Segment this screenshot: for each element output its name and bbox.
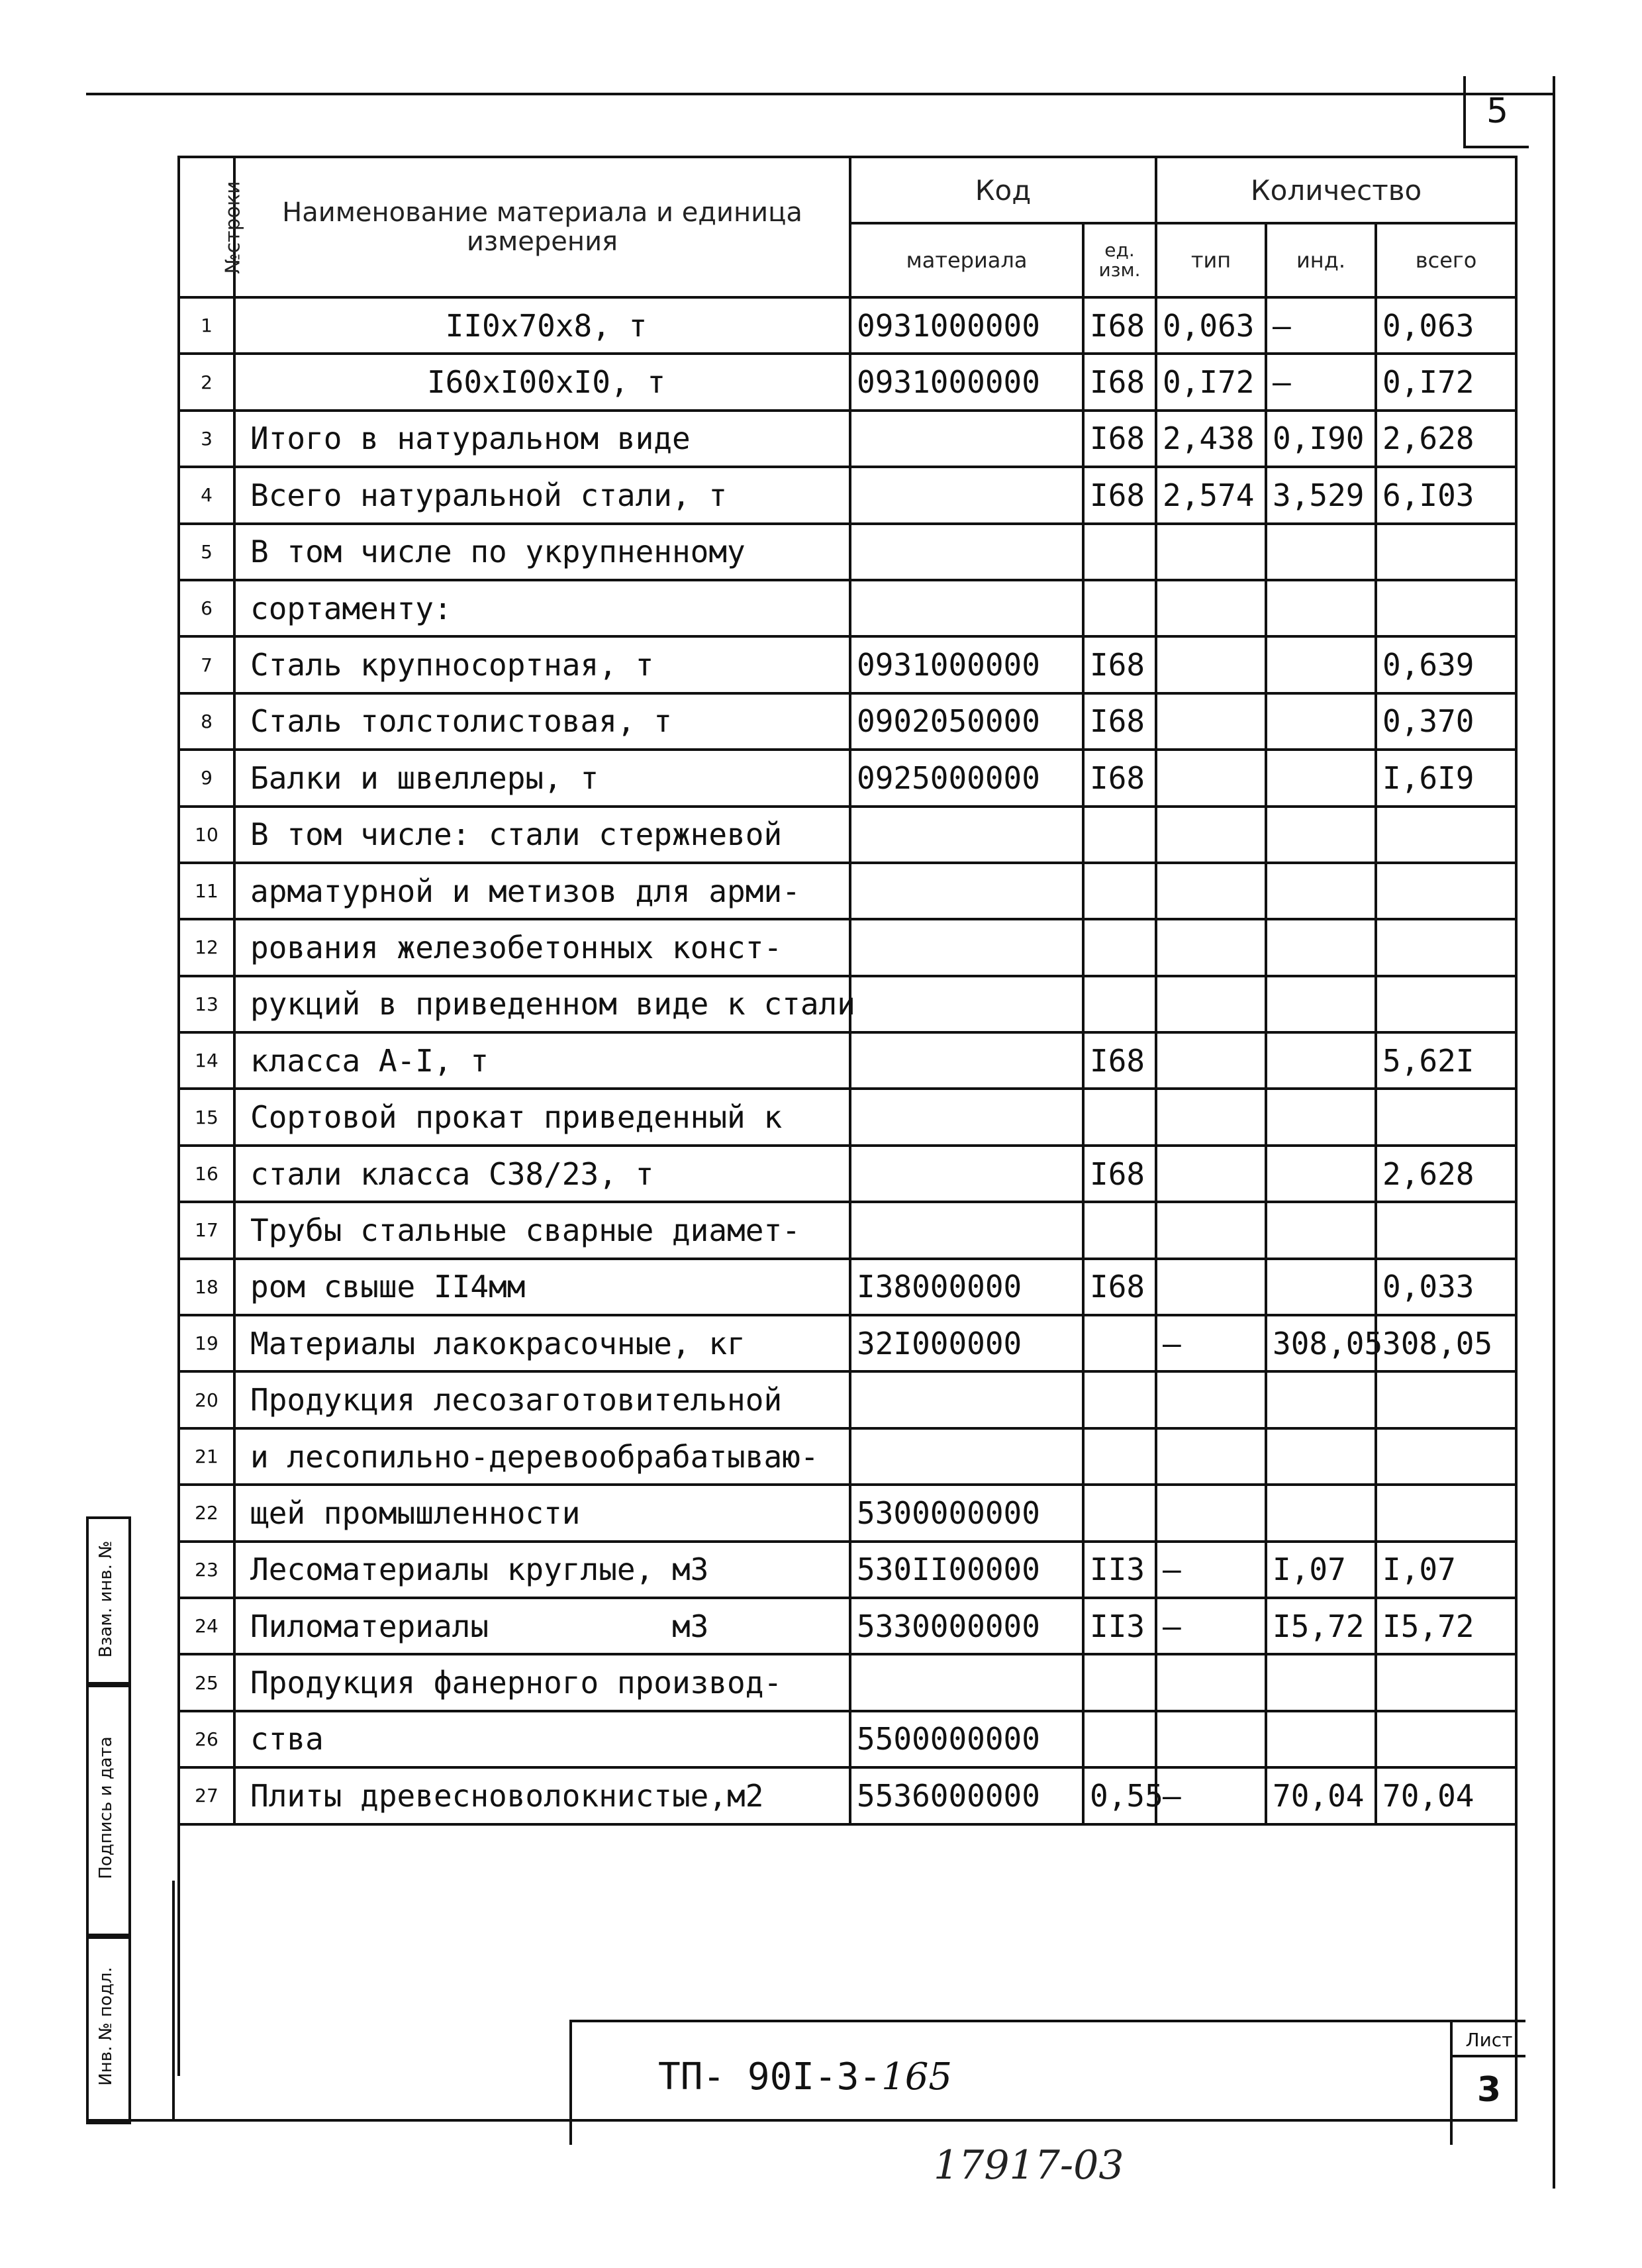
quantity-total-cell <box>1376 863 1516 919</box>
table-row <box>179 1371 1516 1428</box>
table-row <box>179 1089 1516 1145</box>
table-row <box>179 863 1516 919</box>
material-name-cell: класса А-I, т <box>234 1032 850 1089</box>
quantity-total-cell: 0,I72 <box>1376 354 1516 410</box>
quantity-type-cell <box>1156 1654 1266 1710</box>
material-name-cell: рукций в приведенном виде к стали <box>234 976 850 1032</box>
material-name-cell: и лесопильно-деревообрабатываю- <box>234 1428 850 1485</box>
quantity-type-cell <box>1156 1371 1266 1428</box>
table-row <box>179 297 1516 354</box>
header-code-group: Код <box>850 157 1156 223</box>
quantity-ind-cell: 3,529 <box>1266 467 1376 523</box>
material-code-cell: 0931000000 <box>850 636 1083 693</box>
unit-code-cell: I68 <box>1083 1259 1156 1315</box>
table-row <box>179 1032 1516 1089</box>
unit-code-cell: I68 <box>1083 693 1156 750</box>
material-code-cell <box>850 1089 1083 1145</box>
header-qty-type: тип <box>1156 223 1266 297</box>
material-name-cell: В том числе по укрупненному <box>234 524 850 580</box>
table-row <box>179 636 1516 693</box>
quantity-ind-cell <box>1266 976 1376 1032</box>
quantity-ind-cell <box>1266 863 1376 919</box>
table-row <box>179 1711 1516 1767</box>
quantity-ind-cell: 0,I90 <box>1266 411 1376 467</box>
material-code-cell <box>850 919 1083 975</box>
quantity-total-cell: 6,I03 <box>1376 467 1516 523</box>
material-code-cell <box>850 1654 1083 1710</box>
row-number-cell: 10 <box>179 807 234 863</box>
quantity-ind-cell <box>1266 1428 1376 1485</box>
row-number-cell: 21 <box>179 1428 234 1485</box>
material-code-cell <box>850 1202 1083 1258</box>
quantity-total-cell <box>1376 1711 1516 1767</box>
quantity-type-cell: – <box>1156 1542 1266 1598</box>
quantity-type-cell: 0,063 <box>1156 297 1266 354</box>
unit-code-cell <box>1083 1089 1156 1145</box>
row-number-cell: 6 <box>179 580 234 636</box>
material-name-cell: Пиломатериалы м3 <box>234 1598 850 1654</box>
sheet-number: 3 <box>1476 2070 1502 2110</box>
table-row <box>179 1654 1516 1710</box>
row-number-cell: 7 <box>179 636 234 693</box>
side-stamp-swap-label: Взам. инв. № <box>96 1540 116 1658</box>
unit-code-cell: I68 <box>1083 467 1156 523</box>
quantity-ind-cell <box>1266 1485 1376 1541</box>
table-row <box>179 580 1516 636</box>
unit-code-cell: I68 <box>1083 1032 1156 1089</box>
side-stamp-signature-label: Подпись и дата <box>96 1736 116 1879</box>
material-name-cell: II0x70x8, т <box>234 297 850 354</box>
unit-code-cell <box>1083 807 1156 863</box>
quantity-ind-cell <box>1266 1654 1376 1710</box>
material-code-cell: 0931000000 <box>850 354 1083 410</box>
quantity-ind-cell <box>1266 1202 1376 1258</box>
material-name-cell: щей промышленности <box>234 1485 850 1541</box>
header-code-material: материала <box>850 223 1083 297</box>
quantity-type-cell: – <box>1156 1767 1266 1824</box>
quantity-ind-cell <box>1266 636 1376 693</box>
row-number-cell: 9 <box>179 750 234 806</box>
material-code-cell: 0931000000 <box>850 297 1083 354</box>
material-code-cell: 0925000000 <box>850 750 1083 806</box>
side-stamp-inventory-label: Инв. № подл. <box>96 1967 116 2086</box>
material-name-cell: Трубы стальные сварные диамет- <box>234 1202 850 1258</box>
material-name-cell: I60xI00xI0, т <box>234 354 850 410</box>
inventory-number: 17917-03 <box>934 2142 1124 2189</box>
row-number-cell: 15 <box>179 1089 234 1145</box>
quantity-total-cell <box>1376 976 1516 1032</box>
quantity-ind-cell <box>1266 580 1376 636</box>
row-number-cell: 26 <box>179 1711 234 1767</box>
row-number-cell: 12 <box>179 919 234 975</box>
table-row <box>179 1146 1516 1202</box>
material-code-cell <box>850 524 1083 580</box>
quantity-total-cell <box>1376 1371 1516 1428</box>
quantity-total-cell <box>1376 580 1516 636</box>
row-number-cell: 18 <box>179 1259 234 1315</box>
material-name-cell: Сталь крупносортная, т <box>234 636 850 693</box>
material-name-cell: Плиты древесноволокнистые,м2 <box>234 1767 850 1824</box>
quantity-type-cell: 2,574 <box>1156 467 1266 523</box>
unit-code-cell <box>1083 863 1156 919</box>
row-number-cell: 25 <box>179 1654 234 1710</box>
quantity-total-cell: 5,62I <box>1376 1032 1516 1089</box>
quantity-ind-cell <box>1266 919 1376 975</box>
table-row <box>179 1259 1516 1315</box>
quantity-type-cell <box>1156 750 1266 806</box>
quantity-ind-cell: – <box>1266 297 1376 354</box>
quantity-type-cell: 2,438 <box>1156 411 1266 467</box>
unit-code-cell <box>1083 580 1156 636</box>
header-quantity-group: Количество <box>1156 157 1516 223</box>
material-code-cell: 5500000000 <box>850 1711 1083 1767</box>
quantity-ind-cell: 308,05 <box>1266 1315 1376 1371</box>
left-margin-rule <box>172 1881 175 2119</box>
quantity-total-cell: 70,04 <box>1376 1767 1516 1824</box>
unit-code-cell <box>1083 1485 1156 1541</box>
material-name-cell: Всего натуральной стали, т <box>234 467 850 523</box>
quantity-ind-cell <box>1266 1259 1376 1315</box>
material-name-cell: арматурной и метизов для арми- <box>234 863 850 919</box>
quantity-type-cell <box>1156 524 1266 580</box>
row-number-cell: 8 <box>179 693 234 750</box>
header-code-unit: ед. изм. <box>1083 223 1156 297</box>
table-row <box>179 524 1516 580</box>
quantity-type-cell <box>1156 1032 1266 1089</box>
table-row <box>179 1315 1516 1371</box>
material-name-cell: Сортовой прокат приведенный к <box>234 1089 850 1145</box>
unit-code-cell: 0,55 <box>1083 1767 1156 1824</box>
quantity-type-cell <box>1156 919 1266 975</box>
quantity-type-cell <box>1156 1485 1266 1541</box>
sheet-label: Лист <box>1453 2029 1525 2057</box>
material-code-cell <box>850 976 1083 1032</box>
table-row <box>179 1202 1516 1258</box>
material-name-cell: Сталь толстолистовая, т <box>234 693 850 750</box>
quantity-type-cell <box>1156 1428 1266 1485</box>
quantity-total-cell: 0,063 <box>1376 297 1516 354</box>
material-name-cell: сортаменту: <box>234 580 850 636</box>
quantity-total-cell <box>1376 919 1516 975</box>
unit-code-cell: I68 <box>1083 750 1156 806</box>
row-number-cell: 27 <box>179 1767 234 1824</box>
header-row-number: №строки <box>179 157 234 297</box>
quantity-total-cell: I5,72 <box>1376 1598 1516 1654</box>
unit-code-cell <box>1083 976 1156 1032</box>
material-name-cell: стали класса С38/23, т <box>234 1146 850 1202</box>
material-name-cell: Материалы лакокрасочные, кг <box>234 1315 850 1371</box>
material-name-cell: Балки и швеллеры, т <box>234 750 850 806</box>
table-row <box>179 807 1516 863</box>
quantity-total-cell <box>1376 524 1516 580</box>
quantity-type-cell <box>1156 976 1266 1032</box>
top-rule <box>86 93 1553 95</box>
quantity-ind-cell <box>1266 693 1376 750</box>
row-number-cell: 19 <box>179 1315 234 1371</box>
quantity-ind-cell <box>1266 1146 1376 1202</box>
header-material-name: Наименование материала и единица измерения <box>234 157 850 297</box>
quantity-ind-cell <box>1266 807 1376 863</box>
table-row <box>179 354 1516 410</box>
quantity-total-cell: 0,370 <box>1376 693 1516 750</box>
unit-code-cell <box>1083 1371 1156 1428</box>
table-row <box>179 467 1516 523</box>
row-number-cell: 24 <box>179 1598 234 1654</box>
material-name-cell: В том числе: стали стержневой <box>234 807 850 863</box>
material-name-cell: Продукция фанерного производ- <box>234 1654 850 1710</box>
right-rule <box>1553 76 1555 2189</box>
unit-code-cell <box>1083 524 1156 580</box>
unit-code-cell: I68 <box>1083 354 1156 410</box>
material-name-cell: Итого в натуральном виде <box>234 411 850 467</box>
material-code-cell <box>850 1428 1083 1485</box>
row-number-cell: 17 <box>179 1202 234 1258</box>
quantity-ind-cell <box>1266 524 1376 580</box>
quantity-ind-cell <box>1266 1371 1376 1428</box>
unit-code-cell <box>1083 1711 1156 1767</box>
materials-table <box>177 156 1518 1826</box>
document-code: ТП- 90I-3-165 <box>658 2055 953 2098</box>
material-code-cell: 32I000000 <box>850 1315 1083 1371</box>
material-code-cell: 0902050000 <box>850 693 1083 750</box>
table-row <box>179 750 1516 806</box>
quantity-total-cell: 2,628 <box>1376 1146 1516 1202</box>
quantity-ind-cell: – <box>1266 354 1376 410</box>
table-row <box>179 1485 1516 1541</box>
unit-code-cell <box>1083 1315 1156 1371</box>
row-number-cell: 11 <box>179 863 234 919</box>
quantity-type-cell <box>1156 1089 1266 1145</box>
quantity-total-cell: I,6I9 <box>1376 750 1516 806</box>
quantity-total-cell <box>1376 1089 1516 1145</box>
row-number-cell: 20 <box>179 1371 234 1428</box>
table-row <box>179 1542 1516 1598</box>
quantity-ind-cell: I5,72 <box>1266 1598 1376 1654</box>
material-code-cell: 5330000000 <box>850 1598 1083 1654</box>
material-name-cell: рования железобетонных конст- <box>234 919 850 975</box>
material-name-cell: ром свыше II4мм <box>234 1259 850 1315</box>
unit-code-cell <box>1083 1654 1156 1710</box>
row-number-cell: 5 <box>179 524 234 580</box>
material-name-cell: Продукция лесозаготовительной <box>234 1371 850 1428</box>
table-row <box>179 1598 1516 1654</box>
unit-code-cell: I68 <box>1083 636 1156 693</box>
quantity-total-cell: 2,628 <box>1376 411 1516 467</box>
quantity-type-cell: – <box>1156 1598 1266 1654</box>
quantity-ind-cell <box>1266 1711 1376 1767</box>
material-code-cell: 530II00000 <box>850 1542 1083 1598</box>
quantity-total-cell <box>1376 1202 1516 1258</box>
unit-code-cell: II3 <box>1083 1598 1156 1654</box>
row-number-cell: 3 <box>179 411 234 467</box>
row-number-cell: 1 <box>179 297 234 354</box>
unit-code-cell: II3 <box>1083 1542 1156 1598</box>
quantity-total-cell: 308,05 <box>1376 1315 1516 1371</box>
material-code-cell: I38000000 <box>850 1259 1083 1315</box>
quantity-total-cell <box>1376 1654 1516 1710</box>
row-number-cell: 14 <box>179 1032 234 1089</box>
header-qty-total: всего <box>1376 223 1516 297</box>
row-number-cell: 4 <box>179 467 234 523</box>
row-number-cell: 22 <box>179 1485 234 1541</box>
quantity-type-cell <box>1156 1202 1266 1258</box>
quantity-type-cell <box>1156 863 1266 919</box>
table-row <box>179 693 1516 750</box>
material-code-cell <box>850 467 1083 523</box>
quantity-total-cell <box>1376 1485 1516 1541</box>
table-row <box>179 411 1516 467</box>
quantity-ind-cell <box>1266 750 1376 806</box>
quantity-type-cell <box>1156 636 1266 693</box>
quantity-total-cell <box>1376 807 1516 863</box>
unit-code-cell <box>1083 919 1156 975</box>
material-code-cell <box>850 580 1083 636</box>
unit-code-cell <box>1083 1202 1156 1258</box>
page-number: 5 <box>1463 76 1529 148</box>
quantity-total-cell <box>1376 1428 1516 1485</box>
material-code-cell <box>850 1371 1083 1428</box>
material-code-cell <box>850 411 1083 467</box>
sheet-number-box <box>1450 2022 1525 2145</box>
unit-code-cell: I68 <box>1083 411 1156 467</box>
quantity-ind-cell: 70,04 <box>1266 1767 1376 1824</box>
quantity-type-cell: – <box>1156 1315 1266 1371</box>
table-row <box>179 1767 1516 1824</box>
table-row <box>179 976 1516 1032</box>
quantity-type-cell <box>1156 1146 1266 1202</box>
material-name-cell: Лесоматериалы круглые, м3 <box>234 1542 850 1598</box>
quantity-type-cell: 0,I72 <box>1156 354 1266 410</box>
material-name-cell: ства <box>234 1711 850 1767</box>
material-code-cell <box>850 1146 1083 1202</box>
row-number-cell: 16 <box>179 1146 234 1202</box>
quantity-ind-cell: I,07 <box>1266 1542 1376 1598</box>
quantity-type-cell <box>1156 1259 1266 1315</box>
quantity-total-cell: 0,033 <box>1376 1259 1516 1315</box>
quantity-type-cell <box>1156 580 1266 636</box>
quantity-type-cell <box>1156 807 1266 863</box>
unit-code-cell: I68 <box>1083 297 1156 354</box>
material-code-cell: 5300000000 <box>850 1485 1083 1541</box>
quantity-ind-cell <box>1266 1032 1376 1089</box>
row-number-cell: 23 <box>179 1542 234 1598</box>
table-row <box>179 1428 1516 1485</box>
quantity-type-cell <box>1156 693 1266 750</box>
material-code-cell: 5536000000 <box>850 1767 1083 1824</box>
unit-code-cell: I68 <box>1083 1146 1156 1202</box>
quantity-total-cell: 0,639 <box>1376 636 1516 693</box>
material-code-cell <box>850 1032 1083 1089</box>
table-row <box>179 919 1516 975</box>
header-qty-ind: инд. <box>1266 223 1376 297</box>
row-number-cell: 2 <box>179 354 234 410</box>
quantity-ind-cell <box>1266 1089 1376 1145</box>
row-number-cell: 13 <box>179 976 234 1032</box>
material-code-cell <box>850 807 1083 863</box>
title-block <box>569 2020 1525 2145</box>
material-code-cell <box>850 863 1083 919</box>
quantity-total-cell: I,07 <box>1376 1542 1516 1598</box>
unit-code-cell <box>1083 1428 1156 1485</box>
quantity-type-cell <box>1156 1711 1266 1767</box>
